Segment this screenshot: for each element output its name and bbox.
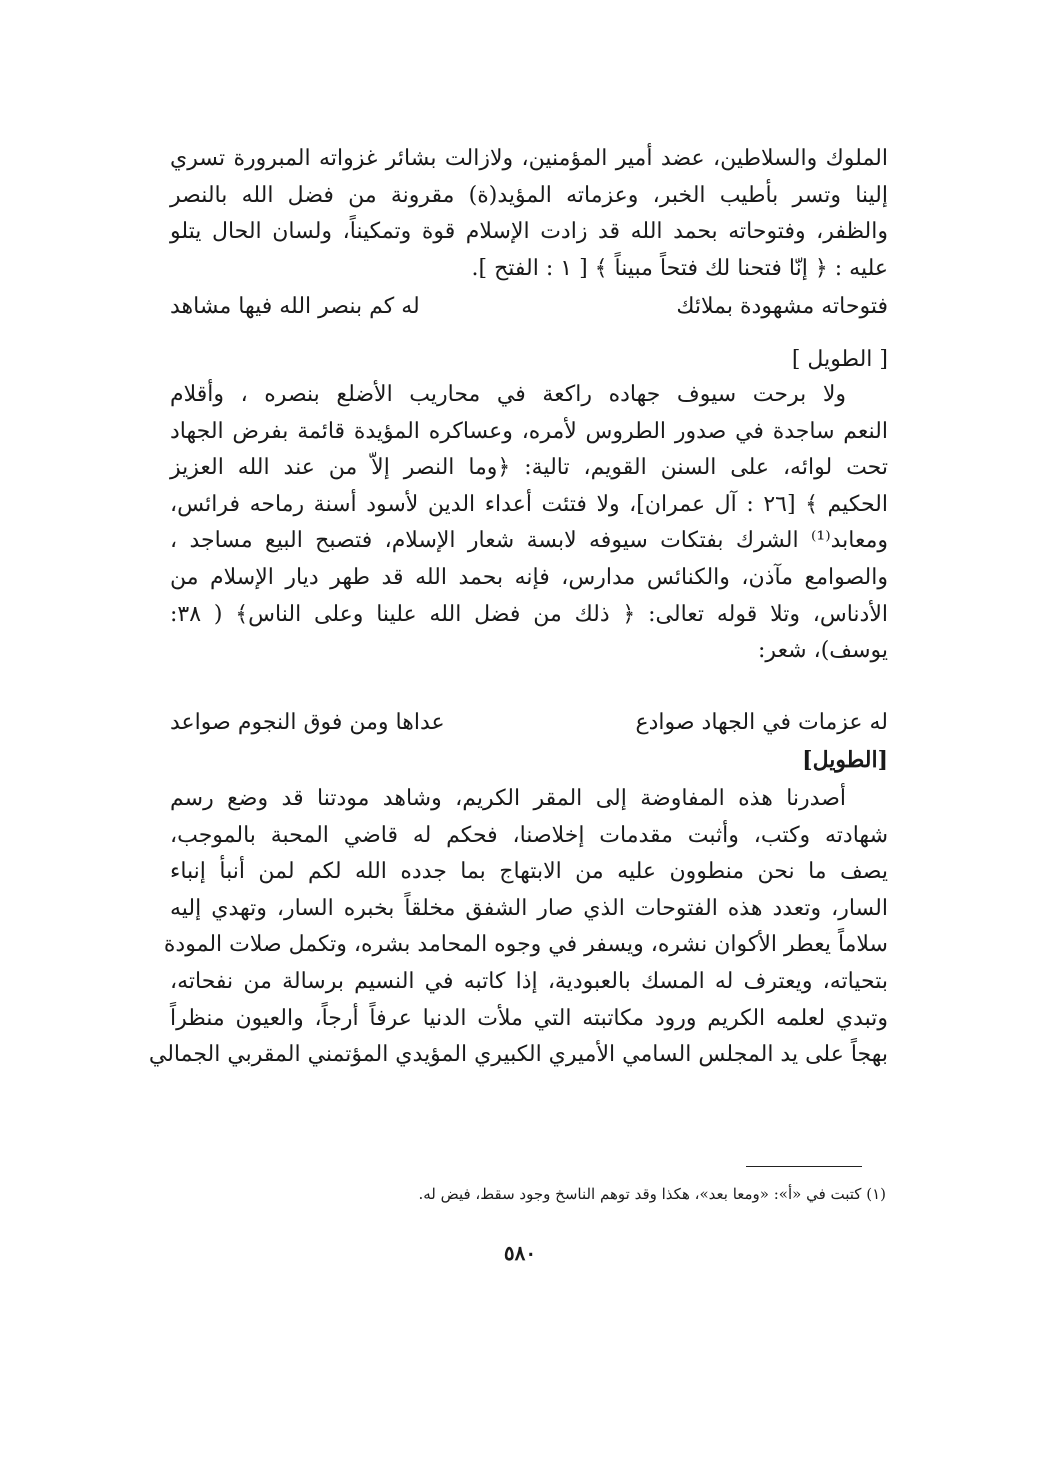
text-line: شهادته وكتب، وأثبت مقدمات إخلاصنا، فحكم له قاضي المحبة بالموجب،: [170, 822, 888, 848]
paragraph-1: [170, 141, 888, 287]
text-line: إلينا وتسر بأطيب الخبر، وعزماته المؤيد(ة) مقرونة من فضل الله بالنصر: [170, 182, 888, 208]
text-line: وتبدي لعلمه الكريم ورود مكاتبته التي ملأت الدنيا عرفاً أرجاً، والعيون منظراً: [170, 1005, 888, 1031]
verse-2: [170, 705, 888, 778]
text-line: الأدناس، وتلا قوله تعالى: ﴿ ذلك من فضل الله علينا وعلى الناس﴾ ( ٣٨:: [170, 601, 888, 627]
text-line: الملوك والسلاطين، عضد أمير المؤمنين، ولازالت بشائر غزواته المبرورة تسري: [170, 146, 888, 171]
text-line: ولا برحت سيوف جهاده راكعة في محاريب الأضلع بنصره ، وأقلام: [170, 382, 846, 407]
paragraph-2: [170, 377, 888, 670]
text-line: والصوامع مآذن، والكنائس مدارس، فإنه بحمد الله قد طهر ديار الإسلام من: [170, 564, 888, 590]
verse-second-hemistich: له كم بنصر الله فيها مشاهد: [170, 294, 420, 319]
text-line: تحت لوائه، على السنن القويم، تالية: ﴿وما النصر إلاّ من عند الله العزيز: [170, 455, 888, 481]
text-line: النعم ساجدة في صدور الطروس لأمره، وعساكره المؤيدة قائمة بفرض الجهاد: [170, 418, 888, 444]
text-line: أصدرنا هذه المفاوضة إلى المقر الكريم، وشاهد مودتنا قد وضع رسم: [170, 786, 846, 811]
text-line: عليه : ﴿ إنّا فتحنا لك فتحاً مبيناً ﴾ [ ١ : الفتح ].: [471, 255, 888, 281]
text-line: يصف ما نحن منطوون عليه من الابتهاج بما جدده الله لكم لمن أنبأ إنباء: [170, 859, 888, 885]
text-line: سلاماً يعطر الأكوان نشره، ويسفر في وجوه المحامد بشره، وتكمل صلات المودة: [163, 932, 888, 958]
verse-first-hemistich: له عزمات في الجهاد صوادع: [635, 710, 888, 735]
meter-label-1-block: [170, 342, 888, 379]
text-line: السار، وتعدد هذه الفتوحات الذي صار الشفق مخلقاً بخبره السار، وتهدي إليه: [170, 895, 888, 921]
meter-label: [ الطويل ]: [791, 347, 888, 372]
verse-second-hemistich: عداها ومن فوق النجوم صواعد: [170, 710, 445, 735]
page-number: ٥٨٠: [503, 1241, 537, 1265]
text-line: بهجاً على يد المجلس السامي الأميري الكبيري المؤيدي المؤتمني المقربي الجمالي: [148, 1042, 888, 1068]
verse-first-hemistich: فتوحاته مشهودة بملائك: [676, 294, 888, 319]
footnote-divider: [746, 1166, 862, 1167]
paragraph-3: [148, 781, 888, 1074]
text-line: بتحياته، ويعترف له المسك بالعبودية، إذا كاتبه في النسيم برسالة من نفحاته،: [170, 968, 888, 994]
text-line: والظفر، وفتوحاته بحمد الله قد زادت الإسلام قوة وتمكيناً، ولسان الحال يتلو: [170, 219, 888, 245]
meter-label: [الطويل]: [802, 746, 888, 773]
verse-1: [170, 289, 888, 326]
text-line: ومعابد⁽¹⁾ الشرك بفتكات سيوفه لابسة شعار الإسلام، فتصبح البيع مساجد ،: [170, 528, 888, 554]
footnote: (١) كتبت في «أ»: «ومعا بعد»، هكذا وقد توهم الناسخ وجود سقط، فيض له.: [418, 1185, 886, 1203]
verse-line: [170, 705, 888, 742]
text-line: يوسف)، شعر:: [758, 638, 888, 664]
text-line: الحكيم ﴾ [٢٦ : آل عمران]، ولا فتئت أعداء الدين لأسود أسنة رماحه فرائس،: [170, 491, 888, 517]
verse-line: [170, 289, 888, 326]
